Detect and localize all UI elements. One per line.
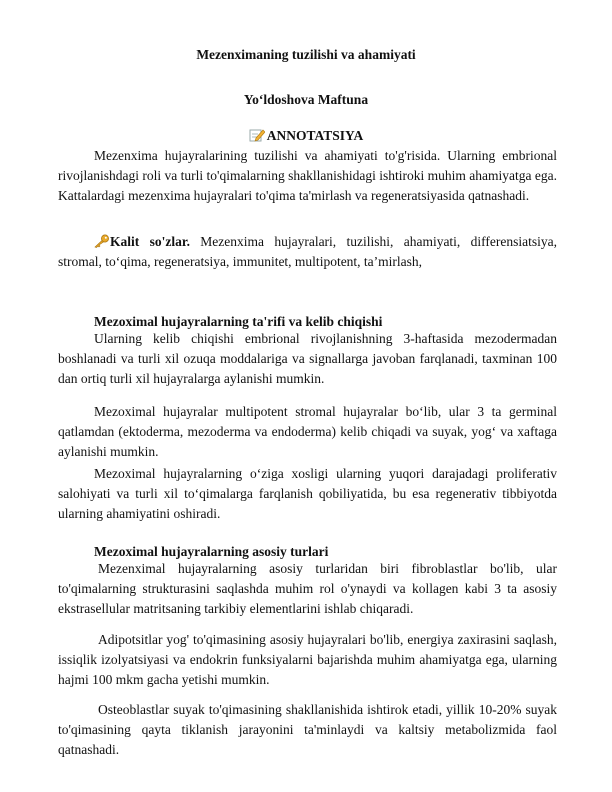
section2-heading: Mezoximal hujayralarning asosiy turlari xyxy=(94,544,329,559)
section1-paragraph-2: Mezoximal hujayralar multipotent stromal hujayralar bo‘lib, ular 3 ta germinal qatlamdan (ektoderma, mezoderma va endoderma) kelib chiqadi va suyak, yog‘ va xaftaga aylanishi mumkin. xyxy=(58,404,557,459)
key-icon xyxy=(94,234,110,248)
keywords-paragraph xyxy=(58,232,557,272)
annotation-heading-row xyxy=(0,128,612,144)
memo-pencil-icon xyxy=(249,128,265,142)
section1-paragraph-1: Ularning kelib chiqishi embrional rivojlanishning 3-haftasida mezodermadan boshlanadi va turli xil ozuqa moddalariga va signallarga javoban farqlanadi, taxminan 100 dan ortiq turli xil hujayralarga aylanishi mumkin. xyxy=(58,331,557,386)
keywords-text: Mezenxima hujayralari, tuzilishi, ahamiyati, differensiatsiya, stromal, to‘qima, regeneratsiya, immunitet, multipotent, ta’mirlash, xyxy=(58,234,557,269)
keywords-label: Kalit so'zlar. xyxy=(110,234,190,249)
author-name: Yo‘ldoshova Maftuna xyxy=(243,92,369,107)
section2-paragraph-1: Mezenximal hujayralarning asosiy turlaridan biri fibroblastlar bo'lib, ular to'qimalarning strukturasini saqlashda muhim rol o'ynaydi va kollagen kabi 3 ta asosiy ekstrasellular matritsaning tarkibiy elementlarini ishlab chiqaradi. xyxy=(58,561,557,616)
document-title: Mezenximaning tuzilishi va ahamiyati xyxy=(196,47,416,62)
annotation-heading: ANNOTATSIYA xyxy=(266,128,364,143)
section1-paragraph-3: Mezoximal hujayralarning o‘ziga xosligi ularning yuqori darajadagi proliferativ salohiyati va turli xil to‘qimalarga farqlanish qobiliyatida, bu esa regenerativ tibbiyotda ularning ahamiyatini oshiradi. xyxy=(58,466,557,521)
annotation-text: Mezenxima hujayralarining tuzilishi va ahamiyati to'g'risida. Ularning embrional rivojlanishdagi roli va turli to'qimalarning shakllanishidagi ishtiroki muhim ahamiyatga ega. Kattalardagi mezenxima hujayralari to'qima ta'mirlash va regeneratsiyasida qatnashadi. xyxy=(58,148,557,203)
section2-paragraph-2: Adipotsitlar yog' to'qimasining asosiy hujayralari bo'lib, energiya zaxirasini saqlash, issiqlik izolyatsiyasi va endokrin funksiyalarni bajarishda muhim ahamiyatga ega, ularning hajmi 100 mkm gacha yetishi mumkin. xyxy=(58,632,557,687)
section1-heading: Mezoximal hujayralarning ta'rifi va kelib chiqishi xyxy=(94,314,383,329)
section2-paragraph-3: Osteoblastlar suyak to'qimasining shakllanishida ishtirok etadi, yillik 10-20% suyak to'qimasining qayta tiklanish jarayonini ta'minlaydi va kaltsiy metabolizmida faol qatnashadi. xyxy=(58,702,557,757)
